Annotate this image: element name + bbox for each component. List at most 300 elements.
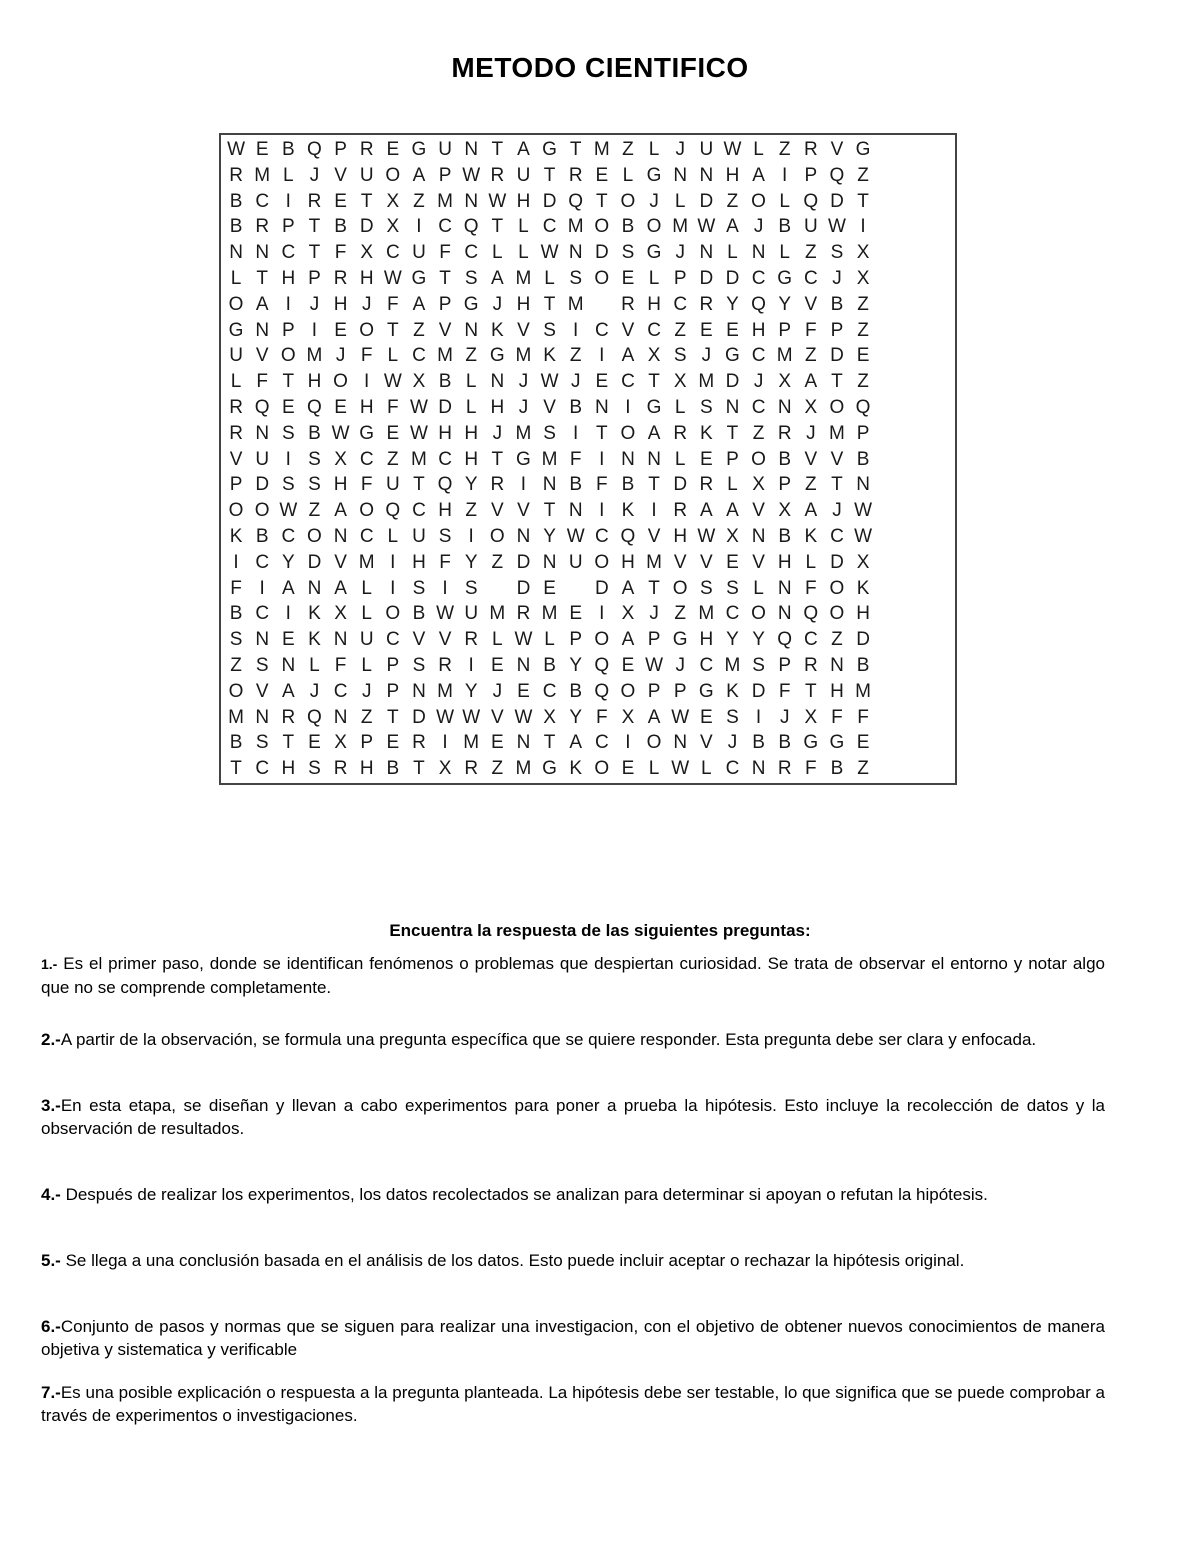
grid-cell: V [334,164,347,186]
grid-cell: C [751,396,766,418]
grid-cell: R [673,500,688,522]
grid-cell: R [333,758,348,780]
grid-cell: F [387,396,399,418]
grid-cell: Y [464,474,478,496]
grid-cell: I [520,474,527,496]
grid-cell: T [648,371,660,393]
grid-cell: L [283,164,294,186]
grid-cell: T [387,706,399,728]
grid-cell: F [230,577,242,599]
grid-cell: G [646,164,662,186]
grid-cell: G [411,267,427,289]
grid-cell: B [778,448,792,470]
grid-cell: N [255,629,270,651]
question-5 [41,1249,1105,1272]
grid-cell: W [514,706,533,728]
grid-cell: R [229,396,243,418]
grid-cell: N [464,319,479,341]
grid-cell: W [279,500,298,522]
grid-row [223,395,953,421]
grid-cell: L [674,396,686,418]
grid-cell: Z [387,448,399,470]
grid-cell: C [725,758,740,780]
grid-cell: R [673,422,688,444]
grid-cell: T [282,371,295,393]
grid-cell: M [672,216,689,238]
grid-cell: D [594,242,609,264]
grid-cell: C [281,525,296,547]
grid-cell: O [228,680,244,702]
grid-cell: O [228,293,244,315]
grid-cell: I [442,732,448,754]
grid-cell: N [830,654,844,676]
grid-cell: Q [829,164,845,186]
grid-cell: P [804,164,818,186]
grid-cell: F [360,345,373,367]
grid-cell: L [648,758,660,780]
grid-cell: N [516,654,531,676]
grid-cell: J [309,293,320,315]
grid-cell: B [569,680,583,702]
grid-cell: C [542,680,557,702]
grid-cell: J [492,422,503,444]
grid-cell: I [860,216,866,238]
grid-cell: Y [543,525,556,547]
grid-cell: A [334,577,347,599]
grid-cell: W [383,267,402,289]
grid-cell: E [386,732,400,754]
grid-cell: O [829,577,845,599]
grid-cell: D [830,345,844,367]
grid-cell: L [518,242,529,264]
grid-cell: D [856,629,870,651]
grid-cell: B [830,293,844,315]
grid-cell: P [647,680,661,702]
grid-cell: R [281,706,296,728]
grid-cell: T [413,474,425,496]
grid-cell: A [621,629,635,651]
grid-cell: O [254,500,270,522]
grid-cell: N [464,190,479,212]
grid-cell: S [464,267,478,289]
grid-row [223,756,953,782]
grid-cell: C [333,680,348,702]
grid-cell: L [544,267,555,289]
grid-cell: R [229,422,243,444]
grid-cell: U [568,551,583,573]
grid-cell: F [831,706,843,728]
question-text: Se llega a una conclusión basada en el análisis de los datos. Esto puede incluir aceptar o rechazar la hipótesis original. [60,1251,965,1270]
grid-cell: M [515,267,532,289]
grid-row [223,447,953,473]
grid-cell: D [412,706,426,728]
grid-row [223,550,953,576]
grid-cell: M [724,654,741,676]
grid-cell: O [751,448,766,470]
grid-cell: F [256,371,268,393]
grid-cell: V [255,680,269,702]
grid-cell: H [516,190,531,212]
grid-cell: H [621,551,635,573]
grid-cell: Z [726,190,739,212]
grid-cell: T [230,758,242,780]
grid-cell: B [621,474,635,496]
grid-cell: N [647,448,661,470]
grid-cell: O [620,680,636,702]
grid-cell: C [438,448,452,470]
grid-cell: H [359,267,374,289]
grid-cell: M [698,603,715,625]
grid-cell: J [518,371,529,393]
grid-cell: Q [594,680,610,702]
grid-cell: P [726,448,739,470]
grid-cell: P [778,474,792,496]
question-text: A partir de la observación, se formula una pregunta específica que se quiere responder. Esta pregunta debe ser clara y enfocada. [60,1030,1037,1049]
grid-cell: T [491,216,504,238]
grid-cell: E [281,396,295,418]
grid-cell: U [803,216,818,238]
grid-cell: Y [726,629,739,651]
grid-cell: T [648,577,660,599]
grid-cell: H [281,267,296,289]
grid-row [223,679,953,705]
grid-cell: I [285,190,291,212]
grid-cell: X [856,242,870,264]
grid-cell: S [255,732,269,754]
grid-cell: X [752,474,765,496]
grid-cell: C [594,732,609,754]
grid-cell: X [726,525,739,547]
grid-cell: X [386,190,400,212]
question-4 [41,1183,1105,1206]
grid-cell: V [673,551,687,573]
grid-cell: M [411,448,427,470]
grid-cell: Q [620,525,636,547]
grid-row [223,576,953,602]
grid-cell: I [599,500,605,522]
grid-cell: T [726,422,739,444]
grid-cell: K [229,525,243,547]
grid-cell: H [281,758,296,780]
grid-cell: I [442,577,448,599]
grid-cell: G [463,293,479,315]
grid-cell: P [281,319,295,341]
grid-row [223,163,953,189]
grid-cell: Z [857,164,869,186]
grid-cell: J [753,371,764,393]
grid-cell: H [856,603,870,625]
grid-cell: K [569,758,583,780]
grid-cell: T [569,139,582,160]
grid-cell: Y [726,293,739,315]
grid-cell: J [649,603,659,625]
grid-cell: I [390,577,396,599]
grid-cell: B [856,448,870,470]
grid-cell: J [335,345,346,367]
grid-cell: R [803,139,818,160]
grid-cell: I [285,293,291,315]
grid-cell: G [698,680,714,702]
grid-cell: T [805,680,817,702]
grid-cell: E [281,629,295,651]
grid-cell: U [359,164,374,186]
grid-cell: O [359,319,375,341]
grid-cell: A [752,164,765,186]
grid-cell: Q [568,190,584,212]
grid-cell: N [333,629,348,651]
grid-cell: I [573,319,579,341]
grid-cell: J [806,422,816,444]
grid-cell: E [726,551,739,573]
grid-cell: W [540,242,559,264]
grid-cell: R [464,758,479,780]
grid-cell: Y [778,293,792,315]
grid-cell: Z [569,345,582,367]
grid-cell: M [567,216,584,238]
grid-cell: W [462,164,481,186]
grid-cell: C [412,500,426,522]
grid-cell: F [569,448,582,470]
grid-cell: X [412,371,426,393]
question-number: 5.- [41,1251,61,1270]
grid-cell: P [856,422,870,444]
grid-cell: T [857,190,869,212]
grid-cell: I [755,706,762,728]
grid-cell: W [227,139,246,160]
grid-cell: A [804,371,818,393]
grid-cell: P [673,267,687,289]
grid-cell: B [752,732,765,754]
grid-cell: O [672,577,688,599]
grid-cell: Z [857,371,869,393]
grid-cell: B [412,603,426,625]
grid-cell: D [725,267,740,289]
grid-cell: D [359,216,374,238]
grid-cell: K [699,422,713,444]
grid-cell: H [412,551,426,573]
grid-row [223,189,953,215]
grid-cell: O [228,500,244,522]
grid-cell: A [726,500,739,522]
grid-cell: S [569,267,583,289]
grid-cell: Z [752,422,765,444]
grid-cell: C [621,371,635,393]
grid-cell: Q [463,216,479,238]
grid-cell: G [228,319,244,341]
grid-cell: H [464,422,479,444]
grid-cell: H [751,319,766,341]
grid-cell: G [646,396,662,418]
grid-cell: Z [413,319,425,341]
grid-cell: S [726,706,739,728]
grid-cell: J [832,500,842,522]
grid-cell: O [751,603,766,625]
grid-cell: D [516,551,531,573]
grid-cell: N [699,242,714,264]
grid-cell: W [566,525,585,547]
grid-cell: N [673,164,688,186]
grid-cell: O [489,525,505,547]
grid-cell: L [492,629,503,651]
grid-cell: N [777,603,792,625]
grid-cell: X [856,551,870,573]
grid-cell: A [412,164,426,186]
grid-cell: U [229,345,243,367]
grid-cell: Z [491,758,504,780]
grid-cell: C [385,629,400,651]
grid-row [223,240,953,266]
grid-cell: H [490,396,505,418]
grid-cell: E [334,190,347,212]
grid-cell: E [726,319,739,341]
grid-cell: W [409,396,428,418]
grid-cell: P [569,629,583,651]
grid-cell: G [489,345,505,367]
grid-cell: R [464,629,479,651]
grid-cell: N [568,500,583,522]
grid-cell: B [229,603,243,625]
grid-cell: L [727,242,738,264]
grid-cell: C [255,551,270,573]
grid-cell: R [621,293,635,315]
grid-cell: H [725,164,740,186]
grid-cell: N [542,551,557,573]
grid-cell: L [779,190,790,212]
grid-cell: O [620,190,636,212]
grid-cell: X [334,603,347,625]
grid-cell: W [697,525,716,547]
grid-cell: O [385,603,401,625]
grid-cell: M [228,706,244,728]
grid-cell: O [359,500,375,522]
grid-cell: D [699,267,714,289]
grid-cell: E [621,758,635,780]
grid-cell: S [699,577,713,599]
grid-cell: L [805,551,817,573]
grid-cell: V [804,293,818,315]
grid-cell: J [649,190,659,212]
grid-cell: E [699,448,713,470]
grid-cell: L [465,371,477,393]
grid-cell: D [699,190,714,212]
grid-cell: L [361,654,372,676]
grid-cell: S [308,448,321,470]
grid-cell: H [333,293,348,315]
grid-cell: E [386,139,400,160]
grid-cell: U [464,603,479,625]
grid-cell: X [543,706,556,728]
grid-cell: P [438,293,452,315]
grid-cell: S [229,629,243,651]
grid-cell: J [675,654,685,676]
grid-cell: S [673,345,687,367]
grid-cell: G [411,139,427,160]
grid-cell: N [856,474,870,496]
grid-cell: K [543,345,556,367]
grid-cell: C [673,293,688,315]
grid-cell: I [625,396,631,418]
grid-cell: T [831,371,843,393]
grid-cell: N [333,706,348,728]
grid-cell: X [360,242,374,264]
grid-cell: T [491,139,504,160]
grid-cell: I [651,500,657,522]
grid-cell: M [437,190,453,212]
grid-cell: I [233,551,239,573]
grid-cell: Q [803,603,819,625]
grid-cell: N [568,242,583,264]
grid-cell: D [542,190,557,212]
grid-cell: J [309,680,320,702]
grid-cell: S [412,654,426,676]
grid-cell: Y [569,706,583,728]
grid-cell: Q [855,396,871,418]
grid-cell: S [281,422,295,444]
grid-cell: L [779,242,790,264]
grid-cell: T [543,732,556,754]
grid-cell: M [463,732,480,754]
grid-cell: I [285,448,291,470]
grid-cell: G [829,732,845,754]
grid-cell: R [307,190,322,212]
grid-cell: N [255,319,270,341]
grid-cell: W [488,190,507,212]
grid-cell: S [464,577,478,599]
grid-cell: Z [465,345,477,367]
grid-cell: Z [230,654,242,676]
grid-cell: N [594,396,609,418]
grid-cell: O [385,164,401,186]
grid-cell: G [516,448,531,470]
grid-cell: F [439,551,451,573]
grid-cell: N [412,680,426,702]
grid-cell: S [281,474,295,496]
grid-cell: L [492,242,503,264]
grid-cell: T [648,474,660,496]
grid-cell: I [625,732,631,754]
grid-cell: X [778,371,792,393]
grid-cell: W [671,706,690,728]
grid-cell: X [647,345,661,367]
grid-cell: U [699,139,714,160]
grid-cell: C [385,242,400,264]
grid-cell: H [830,680,844,702]
grid-cell: T [308,242,321,264]
grid-cell: M [829,422,845,444]
grid-cell: T [596,422,608,444]
grid-cell: G [542,139,557,160]
grid-cell: E [490,654,504,676]
grid-cell: N [333,525,348,547]
grid-cell: J [675,139,685,160]
grid-cell: Z [805,242,817,264]
grid-cell: X [621,603,635,625]
grid-cell: R [699,293,714,315]
grid-cell: D [751,680,766,702]
grid-cell: B [281,139,295,160]
grid-cell: G [725,345,740,367]
word-search-grid [219,133,957,785]
grid-cell: L [465,396,477,418]
grid-cell: E [595,371,609,393]
question-number: 6.- [41,1317,61,1336]
grid-cell: T [387,319,399,341]
grid-cell: F [334,242,347,264]
grid-cell: B [438,371,452,393]
grid-cell: R [229,164,243,186]
grid-row [223,653,953,679]
grid-cell: W [854,525,873,547]
